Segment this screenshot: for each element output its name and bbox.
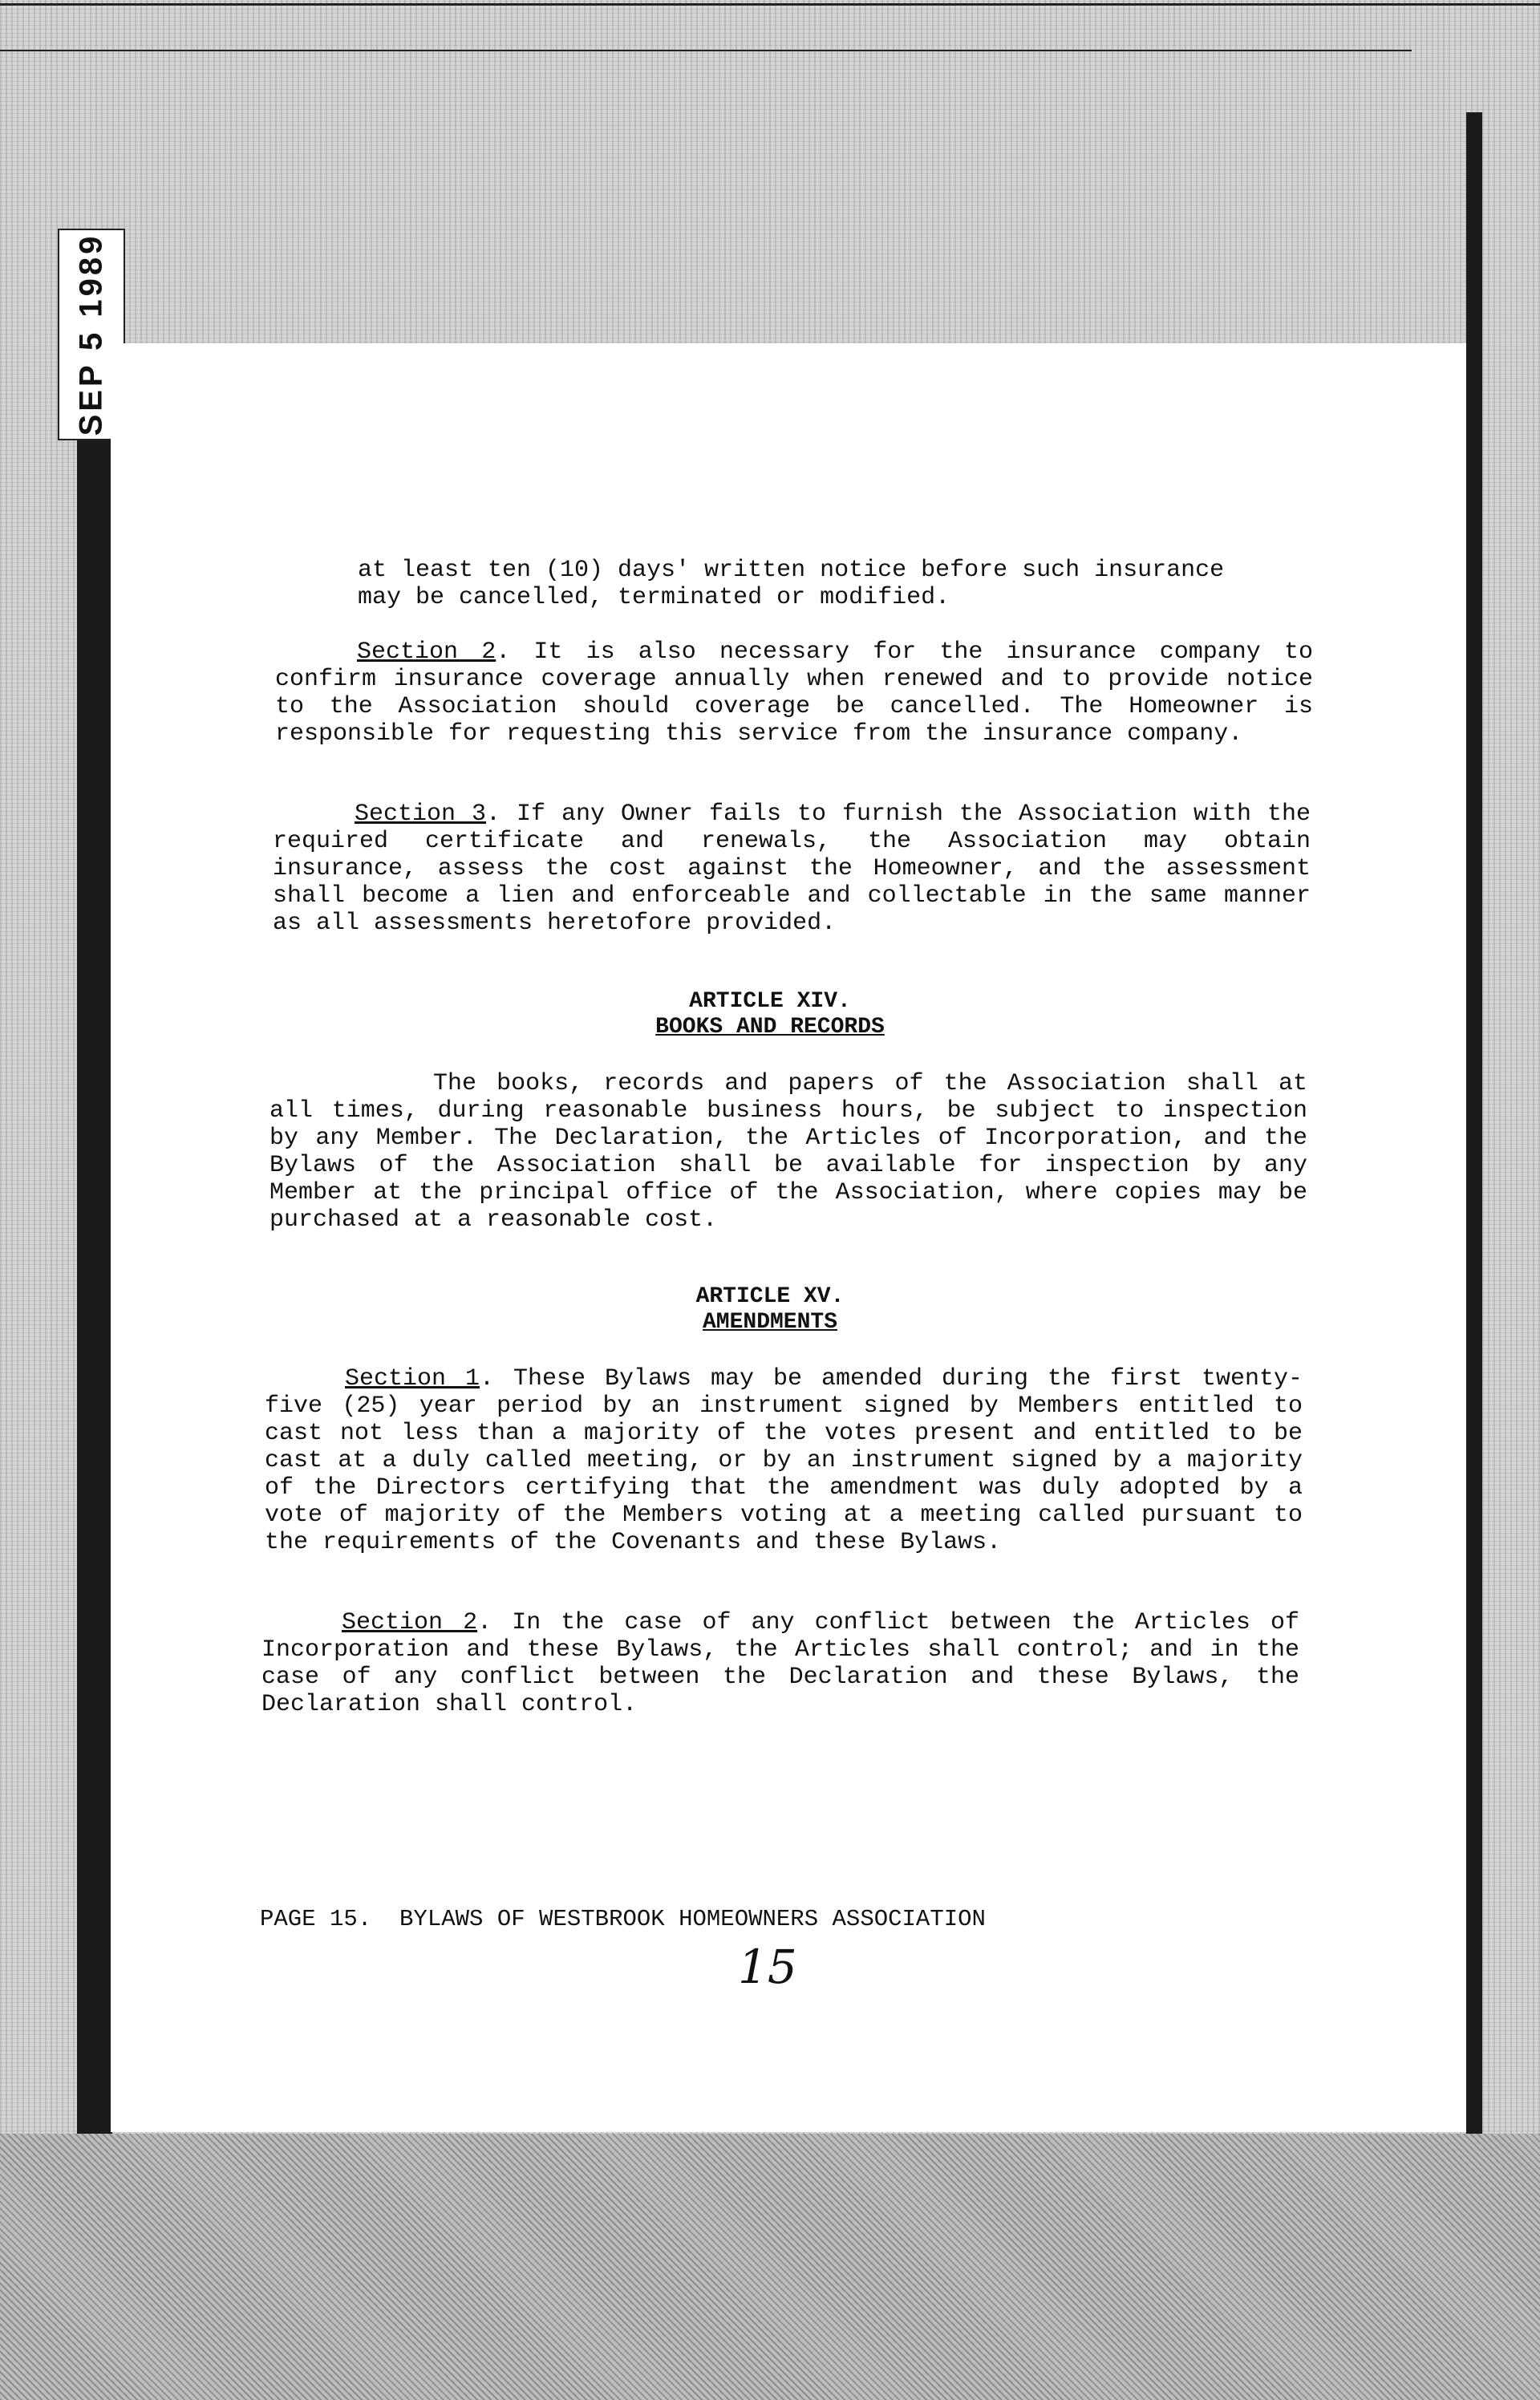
section-2-label: Section 2 [357, 639, 496, 666]
article-15-section-1-text: . These Bylaws may be amended during the first twenty-five (25) year period by an instrument signed by Members entitled to cast not less than a majority of the votes present and entitled to be cast at a duly called meeting, or by an instrument signed by a majority of the Directors certifying that the amendment was duly adopted by a vote of majority of the Members voting at a meeting called pursuant to the requirements of the Covenants and these Bylaws. [265, 1365, 1303, 1556]
top-rule-2 [0, 50, 1412, 51]
article-15-section-2-label: Section 2 [342, 1609, 478, 1636]
article-15-title-text: AMENDMENTS [702, 1310, 838, 1335]
section-3-text: . If any Owner fails to furnish the Association with the required certificate and renewals, the Association may obtain insurance, assess the cost against the Homeowner, and the assessment shall become a lien and enforceable and collectable in the same manner as all assessments heretofore provided. [273, 801, 1311, 937]
continuation-line-1: at least ten (10) days' written notice before such insurance [358, 557, 1225, 584]
date-stamp-text: SEP 5 1989 [73, 233, 109, 436]
article-15-section-1 [265, 1365, 1303, 1556]
article-14-heading: ARTICLE XIV. [689, 989, 851, 1014]
right-scan-edge [1466, 112, 1482, 2198]
article-14-title-text: BOOKS AND RECORDS [655, 1015, 885, 1040]
handwritten-page-number: 15 [738, 1940, 797, 1994]
section-2-insurance [275, 639, 1313, 748]
section-3-label: Section 3 [355, 801, 487, 828]
article-14-title [0, 1014, 1540, 1041]
left-scan-edge [77, 241, 112, 2182]
article-15-section-1-label: Section 1 [345, 1365, 480, 1393]
article-15-section-2-text: . In the case of any conflict between the Articles of Incorporation and these Bylaws, the Articles shall control; and in the case of any conflict between the Declaration and these Bylaws, the Declaration shall control. [261, 1609, 1300, 1718]
section-3-insurance [273, 801, 1311, 937]
document-page [111, 343, 1466, 2132]
page-footer: PAGE 15. BYLAWS OF WESTBROOK HOMEOWNERS ASSOCIATION [260, 1906, 986, 1932]
top-rule [0, 3, 1540, 6]
section-2-text: . It is also necessary for the insurance company to confirm insurance coverage annually when renewed and to provide notice to the Association should coverage be cancelled. The Homeowner is responsible for requesting this service from the insurance company. [275, 639, 1313, 748]
article-15-heading: ARTICLE XV. [695, 1284, 845, 1309]
article-15-title [0, 1309, 1540, 1336]
continuation-line-2: may be cancelled, terminated or modified. [358, 584, 950, 611]
article-15-section-2 [261, 1609, 1299, 1718]
article-14-body: The books, records and papers of the Association shall at all times, during reasonable business hours, be subject to inspection by any Member. The Declaration, the Articles of Incorporation, and the Bylaws of the Association shall be available for inspection by any Member at the principal office of the Association, where copies may be purchased at a reasonable cost. [270, 1070, 1307, 1234]
bottom-scan-noise [0, 2134, 1540, 2400]
